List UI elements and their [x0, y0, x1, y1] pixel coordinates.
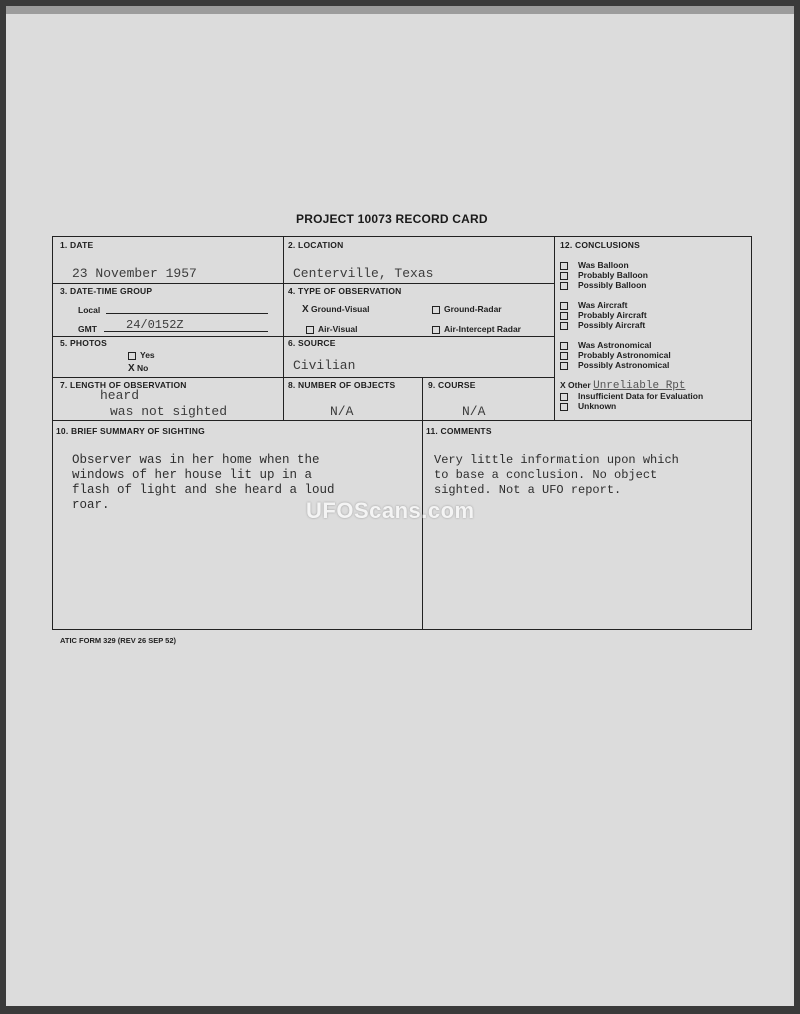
conclusion-label: Unknown	[578, 401, 617, 411]
conclusion-label: Probably Astronomical	[578, 350, 671, 360]
air-intercept-option	[432, 324, 521, 334]
conclusion-probably-balloon	[560, 270, 648, 280]
checkbox-icon	[560, 302, 568, 310]
local-label: Local	[78, 305, 101, 315]
photos-no-check: X	[128, 363, 135, 374]
divider	[53, 283, 555, 284]
summary-line: windows of her house lit up in a	[72, 468, 313, 482]
ground-radar-label: Ground-Radar	[444, 304, 502, 314]
photos-yes-option	[128, 350, 155, 360]
date-label: 1. DATE	[60, 240, 94, 250]
other-check: X	[560, 380, 566, 390]
checkbox-icon	[128, 352, 136, 360]
checkbox-icon	[432, 326, 440, 334]
checkbox-icon	[560, 312, 568, 320]
conclusion-label: Insufficient Data for Evaluation	[578, 391, 704, 401]
checkbox-icon	[560, 352, 568, 360]
checkbox-icon	[560, 393, 568, 401]
conclusion-was-balloon	[560, 260, 629, 270]
air-intercept-label: Air-Intercept Radar	[444, 324, 521, 334]
divider	[283, 237, 284, 420]
conclusion-label: Possibly Balloon	[578, 280, 647, 290]
photos-no-option	[128, 363, 148, 374]
comments-line: Very little information upon which	[434, 453, 679, 467]
summary-line: roar.	[72, 498, 110, 512]
checkbox-icon	[560, 342, 568, 350]
summary-line: Observer was in her home when the	[72, 453, 320, 467]
source-value: Civilian	[293, 358, 356, 373]
other-label: Other	[568, 380, 591, 390]
divider	[53, 377, 555, 378]
course-value: N/A	[462, 404, 486, 419]
checkbox-icon	[306, 326, 314, 334]
checkbox-icon	[560, 262, 568, 270]
divider	[554, 237, 555, 420]
comments-text	[434, 453, 679, 498]
gmt-value: 24/0152Z	[126, 318, 184, 332]
photos-yes-label: Yes	[140, 350, 155, 360]
summary-line: flash of light and she heard a loud	[72, 483, 335, 497]
photos-no-label: No	[137, 363, 149, 373]
card-title: PROJECT 10073 RECORD CARD	[296, 212, 488, 226]
num-objects-value: N/A	[330, 404, 354, 419]
conclusion-unknown	[560, 401, 616, 411]
summary-label: 10. BRIEF SUMMARY OF SIGHTING	[56, 426, 205, 436]
watermark: UFOScans.com	[306, 498, 475, 523]
other-value: Unreliable Rpt	[593, 380, 686, 392]
comments-label: 11. COMMENTS	[426, 426, 492, 436]
ground-visual-option	[302, 304, 369, 315]
comments-line: sighted. Not a UFO report.	[434, 483, 622, 497]
conclusion-probably-astronomical	[560, 350, 671, 360]
comments-line: to base a conclusion. No object	[434, 468, 658, 482]
conclusion-label: Probably Balloon	[578, 270, 648, 280]
location-label: 2. LOCATION	[288, 240, 344, 250]
checkbox-icon	[560, 362, 568, 370]
type-obs-label: 4. TYPE OF OBSERVATION	[288, 286, 402, 296]
local-line	[106, 313, 268, 314]
conclusion-label: Possibly Aircraft	[578, 320, 646, 330]
ground-radar-option	[432, 304, 502, 314]
conclusion-possibly-aircraft	[560, 320, 645, 330]
location-value: Centerville, Texas	[293, 266, 434, 281]
ground-visual-check: X	[302, 304, 309, 315]
conclusion-was-astronomical	[560, 340, 652, 350]
conclusion-label: Was Balloon	[578, 260, 629, 270]
conclusion-was-aircraft	[560, 300, 627, 310]
length-value-line2: was not sighted	[110, 404, 228, 419]
summary-text	[72, 453, 335, 513]
ground-visual-label: Ground-Visual	[311, 304, 370, 314]
checkbox-icon	[560, 322, 568, 330]
photos-label: 5. PHOTOS	[60, 338, 107, 348]
conclusion-possibly-astronomical	[560, 360, 669, 370]
gmt-label: GMT	[78, 324, 97, 334]
checkbox-icon	[560, 403, 568, 411]
source-label: 6. SOURCE	[288, 338, 336, 348]
conclusion-label: Possibly Astronomical	[578, 360, 670, 370]
checkbox-icon	[560, 272, 568, 280]
num-objects-label: 8. NUMBER OF OBJECTS	[288, 380, 396, 390]
conclusion-insufficient	[560, 391, 703, 401]
conclusion-other	[560, 380, 686, 391]
date-value: 23 November 1957	[72, 266, 197, 281]
conclusion-label: Probably Aircraft	[578, 310, 647, 320]
conclusion-label: Was Astronomical	[578, 340, 652, 350]
conclusion-label: Was Aircraft	[578, 300, 628, 310]
conclusion-probably-aircraft	[560, 310, 647, 320]
conclusion-possibly-balloon	[560, 280, 647, 290]
air-visual-option	[306, 324, 358, 334]
checkbox-icon	[432, 306, 440, 314]
length-value-line1: heard	[100, 388, 140, 403]
divider	[53, 420, 751, 421]
conclusions-label: 12. CONCLUSIONS	[560, 240, 640, 250]
course-label: 9. COURSE	[428, 380, 476, 390]
divider	[53, 336, 555, 337]
dtg-label: 3. DATE-TIME GROUP	[60, 286, 153, 296]
air-visual-label: Air-Visual	[318, 324, 358, 334]
form-footer: ATIC FORM 329 (REV 26 SEP 52)	[60, 636, 177, 645]
length-label: 7. LENGTH OF OBSERVATION	[60, 380, 187, 390]
checkbox-icon	[560, 282, 568, 290]
